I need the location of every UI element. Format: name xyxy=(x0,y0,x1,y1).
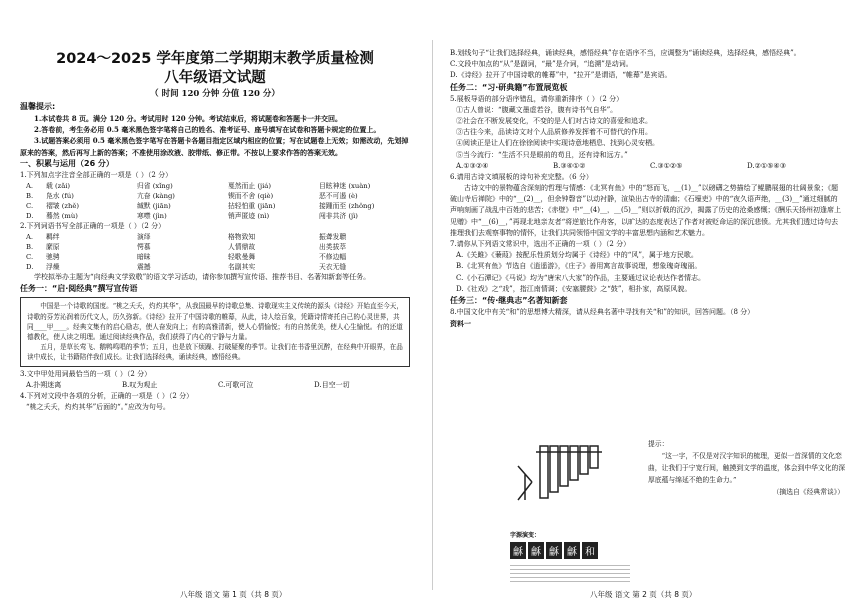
glyph-4: 龢 xyxy=(564,542,580,559)
glyph-3: 龢 xyxy=(546,542,562,559)
q7-option-d: D.《社戏》之“戏”，指江南情调；《安塞腰鼓》之“鼓”，相扑家，高原风貌。 xyxy=(456,284,692,293)
glyph-2: 龢 xyxy=(528,542,544,559)
q5-sentence-3: ③古往今来，品读诗文对个人品质修养发挥着不可替代的作用。 xyxy=(456,128,652,137)
character-evolution-row xyxy=(510,542,598,559)
exam-subtitle: 八年级语文试题 xyxy=(164,70,266,86)
fine-print-block xyxy=(510,562,630,582)
question-6: 6.请用古诗文填展板的诗句补充完整。（6 分） xyxy=(450,172,593,181)
q7-option-c: C.《小石潭记》《马说》均为“唐宋八大家”的作品，主要通过议论表达作者情志。 xyxy=(456,273,705,282)
tip-title: 提示： xyxy=(648,440,669,448)
glyph-5: 和 xyxy=(582,542,598,559)
q5-sentence-4: ④阅读正是让人们在徐徐阅读中实现诗意地栖息、找到心灵安栖。 xyxy=(456,139,659,148)
section-1-heading: 一、积累与运用（26 分） xyxy=(20,158,114,168)
task-2-heading: 任务二：“习·研典籍”布置展览板 xyxy=(450,82,568,92)
task-1-heading: 任务一：“启·阅经典”撰写宣传语 xyxy=(20,284,138,294)
question-4: 4.下列对文段中各项的分析，正确的一项是（ ）（2 分） xyxy=(20,391,194,400)
tips-heading: 温馨提示: xyxy=(20,102,56,111)
q6-fill-passage: 古诗文中的景物蕴含深刻的哲理与情感：《北冥有鱼》中的“怒而飞，__(1)__”以磅礴之势描绘了鲲鹏展翅的壮阔景象；《题破山寺后禅院》中的“__(2)__，但余钟磬音”以动衬静，渲染出古寺的清幽；《石壕吏》中的“夜久语声绝，__(3)__”通过细腻的声响刻画了战乱中百姓的悲苦；《赤壁》中“__(4)__，__(5)__”则以折戟的沉沙，揭露了历史的沧桑感慨；《酬乐天扬州初逢席上见赠》中“__(6)__，”再现北地亲友者“将逆旅比作舟客，以旷达的态度表达了作者对被贬命运的深沉悲愤。尤其我们透过诗句去推理我们去观察事物的情怀，让我们共同领悟中国文学的丰富思想内涵和艺术魅力。 xyxy=(450,184,841,237)
q4-option-d: D.《诗经》拉开了中国诗歌的帷幕”中，“拉开”是谓语，“帷幕”是宾语。 xyxy=(450,71,672,80)
tip-3: 3.试题答案必须用 0.5 毫米黑色签字笔写在答题卡各题目指定区域内相应的位置；写在试题卷上无效；如需改动，先划掉原来的答案，然后再写上新的答案；不准使用涂改液、胶带纸、修正带。不按以上要求作答的答案无效。 xyxy=(20,136,409,157)
page-divider xyxy=(432,40,433,590)
question-3: 3.文中甲处用词最恰当的一项（ ）（2 分） xyxy=(20,369,152,378)
activity-intro: 学校拟举办主题为“向经典文学致敬”的语文学习活动，请你参加撰写宣传语、推荐书目、名著知新套等任务。 xyxy=(34,273,371,282)
question-1: 1.下列加点字注音全部正确的一项是（ ）（2 分） xyxy=(20,170,173,179)
right-page xyxy=(440,0,860,608)
q5-sentence-1: ①古人曾说：“腹藏文墨虚若谷，腹有诗书气自华”。 xyxy=(456,105,618,114)
he-character-illustration xyxy=(510,438,640,588)
tip-source: （摘选自《经典常谈》） xyxy=(772,488,844,496)
exam-title: 2024～2025 学年度第二学期期末教学质量检测 xyxy=(56,51,374,67)
q1-options: A. 载 (zǎi) 归省 (xǐng) 戛然而止 (jiá) 目眩神迷 (xuàn) B. 凫水 (fú) 亢奋 (kàng) 锲而不舍 (qiè) 恶不可遏 (è) C. 褶皱 (zhě) 缄默 (jiān) 拈轻怕重 (jiān) 接踵而至 (zhǒng) D. 蓦然 (mù) 寒噤 (jìn) 销声匿迹 (nì) 闯非共济 (jì) xyxy=(26,182,375,221)
character-evolution-caption: 字源演变： xyxy=(510,532,541,539)
question-7: 7.请你从下列语文常识中，选出不正确的一项（ ）（2 分） xyxy=(450,240,631,249)
glyph-1: 龢 xyxy=(510,542,526,559)
tip-text: “这一字，不仅是对汉字知识的梳理，更似一首深情的文化恋曲，让我们于宁宽行间，触摸到文学的温度，体会到中华文化的深厚底蕴与绵延不绝的生命力。” xyxy=(648,452,846,484)
q4-option-b: B.划线句子“让我们选择经典，诵读经典，感悟经典”存在语序不当，应调整为“诵读经典，选择经典，感悟经典”。 xyxy=(450,49,801,57)
q7-option-b: B.《北冥有鱼》节选自《逍遥游》，《庄子》善用寓言故事说理，想象瑰奇瑰丽。 xyxy=(456,262,702,271)
q5-sentence-5: ⑤当今流行：“生活不只是眼前的苟且，还有诗和远方。” xyxy=(456,150,628,159)
q5-sentence-2: ②社会在不断发展变化，不变的是人们对古诗文的喜爱和追求。 xyxy=(456,117,652,126)
tip-box xyxy=(648,438,848,498)
reading-passage-box xyxy=(20,297,410,366)
passage-paragraph-1: 中国是一个诗歌的国度。“桃之夭夭，灼灼其华”，从我国最早的诗歌总集、诗歌现实主义传统的源头《诗经》开始直至今天，诗歌的芬芳沁润着历代文人，历久弥新。《诗经》拉开了中国诗歌的帷幕，从此，诗人绘百象，凭籍诗情寄托自己的心灵世界，共同____甲____。经典文集有的启心励志，使人奋发向上；有的高雅清新，使人心情愉悦；有的自然优美，使人心生愉悦。有的还道德教化，使人读之明理。通过阅读经典作品，我们获得了内心的宁静与力量。 xyxy=(27,302,403,342)
q8-material-label: 资料一 xyxy=(450,319,471,329)
q7-option-a: A.《关雎》《蒹葭》按配乐性质划分均属于《诗经》中的“风”，属于地方民歌。 xyxy=(456,251,698,260)
task-3-heading: 任务三：“传·继典志”名著知新套 xyxy=(450,296,568,306)
question-5: 5.展板导语的部分语序错乱，请你重新排序（ ）（2 分） xyxy=(450,94,624,103)
passage-paragraph-2: 五月，是草长莺飞、鹅鸭鸣唱的季节；五月，也是放下烦躁、打破疑聚的季节。让我们在书香里沉醉，在经典中开眼界，在品读中成长，让书籍陪伴我们成长。让我们选择经典，诵读经典，感悟经典。 xyxy=(27,343,403,362)
question-2: 2.下列词语书写全部正确的一项是（ ）（2 分） xyxy=(20,222,166,231)
left-page xyxy=(0,0,428,608)
q2-options: A. 羁绊 演绎 格物致知 振聋发聩 B. 縻原 愕慕 人情鼎故 出类拔萃 C. 驰骋 暗昧 轻歌曼舞 不修边幅 D. 浮燥 震撼 名副其实 天衣无缝 xyxy=(26,233,347,272)
q4-option-a: “桃之夭夭，灼灼其华”后面的“。”应改为句号。 xyxy=(26,403,170,412)
right-page-footer: 八年级 语文 第 2 页（共 8 页） xyxy=(590,590,697,599)
tip-1: 1.本试卷共 8 页。满分 120 分。考试用时 120 分钟。考试结束后，将试题卷和答题卡一并交回。 xyxy=(34,114,343,123)
q3-options: A.扑朔迷离 B.叹为观止 C.可歌可泣 D.目空一切 xyxy=(26,380,350,389)
q5-options: A.①③②④ B.③④①② C.③①②⑤ D.②①⑤④③ xyxy=(456,161,786,170)
left-page-footer: 八年级 语文 第 1 页（共 8 页） xyxy=(180,590,287,599)
q4-option-c: C.文段中加点的“从”是副词，“最”是介词，“追溯”是动词。 xyxy=(450,60,633,69)
tip-2: 2.答卷前，考生务必用 0.5 毫米黑色签字笔将自己的姓名、准考证号、座号填写在试卷和答题卡规定的位置上。 xyxy=(34,125,381,135)
exam-time-score: （ 时间 120 分钟 分值 120 分） xyxy=(150,89,280,99)
question-8: 8.中国文化中有关“和”的思想博大精深，请从经典名著中寻找有关“和”的知识，回答问题。（8 分） xyxy=(450,308,755,317)
